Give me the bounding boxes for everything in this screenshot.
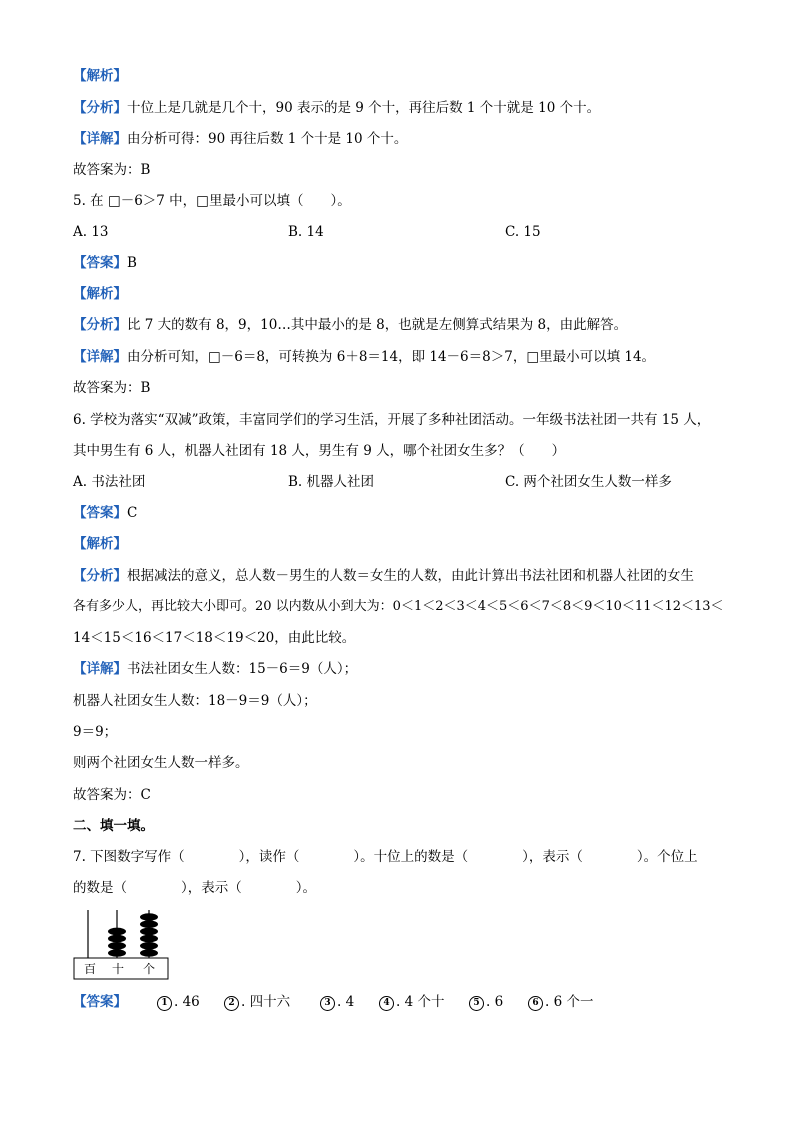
answer-tag: 【答案】 bbox=[73, 505, 127, 521]
q4-fenxi bbox=[73, 99, 600, 117]
q4-conclusion: 故答案为：B bbox=[73, 162, 151, 178]
abacus-bead bbox=[108, 928, 126, 936]
answer-text: . 4 个十 bbox=[396, 994, 445, 1010]
q5-xiangjie-text: 由分析可知，□－6＝8，可转换为 6＋8＝14，即 14－6＝8＞7，□里最小可以填 14。 bbox=[127, 349, 656, 365]
q5-stem: 5. 在 □－6＞7 中，□里最小可以填（ ）。 bbox=[73, 193, 351, 209]
answer-text: . 四十六 bbox=[241, 994, 291, 1010]
q6-stem-line2: 其中男生有 6 人，机器人社团有 18 人，男生有 9 人，哪个社团女生多？（ ） bbox=[73, 443, 566, 459]
abacus-bead bbox=[140, 935, 158, 943]
q6-analysis-head: 【解析】 bbox=[73, 536, 127, 552]
abacus-bead bbox=[108, 949, 126, 957]
q6-xiangjie-line3: 9＝9； bbox=[73, 724, 118, 740]
circled-number: 5 bbox=[469, 996, 484, 1011]
q5-conclusion: 故答案为：B bbox=[73, 380, 151, 396]
answer-text: . 4 bbox=[337, 994, 355, 1010]
q6-conclusion: 故答案为：C bbox=[73, 787, 151, 803]
q6-fenxi-text1: 根据减法的意义，总人数－男生的人数＝女生的人数，由此计算出书法社团和机器人社团的女生 bbox=[127, 568, 694, 584]
answer-text: . 46 bbox=[174, 994, 200, 1010]
abacus-bead bbox=[140, 913, 158, 921]
q5-option-a: A. 13 bbox=[73, 224, 109, 240]
q6-fenxi-line3: 14＜15＜16＜17＜18＜19＜20，由此比较。 bbox=[73, 630, 356, 646]
q6-fenxi-line2: 各有多少人，再比较大小即可。20 以内数从小到大为：0＜1＜2＜3＜4＜5＜6＜7＜8＜9＜10＜11＜12＜13＜ bbox=[73, 599, 724, 614]
q4-xiangjie bbox=[73, 130, 407, 148]
abacus-label-ones: 个 bbox=[143, 962, 156, 976]
q4-xiangjie-text: 由分析可得：90 再往后数 1 个十是 10 个十。 bbox=[127, 131, 408, 147]
q6-xiangjie-line2: 机器人社团女生人数：18－9＝9（人）； bbox=[73, 693, 317, 709]
abacus-bead bbox=[108, 942, 126, 950]
q6-xiangjie-text1: 书法社团女生人数：15－6＝9（人）； bbox=[127, 661, 358, 677]
circled-number: 4 bbox=[379, 996, 394, 1011]
q6-xiangjie-line1 bbox=[73, 660, 357, 678]
q5-xiangjie bbox=[73, 348, 655, 366]
q5-answer bbox=[73, 254, 137, 272]
answer-item-6 bbox=[528, 992, 593, 1012]
fenxi-tag: 【分析】 bbox=[73, 317, 127, 333]
q6-option-a: A. 书法社团 bbox=[73, 474, 146, 490]
answer-item-1 bbox=[157, 992, 200, 1012]
q5-answer-value: B bbox=[127, 255, 137, 271]
answer-tag: 【答案】 bbox=[73, 255, 127, 271]
circled-number: 2 bbox=[224, 996, 239, 1011]
xiangjie-tag: 【详解】 bbox=[73, 661, 127, 677]
q5-option-b: B. 14 bbox=[288, 224, 324, 240]
answer-text: . 6 bbox=[486, 994, 504, 1010]
q6-answer-value: C bbox=[127, 505, 138, 521]
answer-item-4 bbox=[379, 992, 444, 1012]
circled-number: 6 bbox=[528, 996, 543, 1011]
q5-fenxi-text: 比 7 大的数有 8，9，10…其中最小的是 8，也就是左侧算式结果为 8，由此解答。 bbox=[127, 317, 628, 333]
circled-number: 3 bbox=[320, 996, 335, 1011]
section-title: 二、填一填。 bbox=[73, 818, 154, 834]
fenxi-tag: 【分析】 bbox=[73, 568, 127, 584]
abacus-figure bbox=[73, 908, 169, 980]
q4-fenxi-text: 十位上是几就是几个十，90 表示的是 9 个十，再往后数 1 个十就是 10 个十。 bbox=[127, 100, 601, 116]
abacus-bead bbox=[140, 942, 158, 950]
q5-fenxi bbox=[73, 316, 627, 334]
q6-fenxi-line1 bbox=[73, 567, 694, 585]
abacus-label-hundreds: 百 bbox=[84, 962, 97, 976]
abacus-bead bbox=[140, 949, 158, 957]
q4-analysis-head: 【解析】 bbox=[73, 68, 127, 84]
abacus-bead bbox=[140, 928, 158, 936]
q7-answer-row bbox=[73, 992, 734, 1012]
q6-xiangjie-line4: 则两个社团女生人数一样多。 bbox=[73, 755, 249, 771]
q7-stem-line1: 7. 下图数字写作（ ），读作（ ）。十位上的数是（ ），表示（ ）。个位上 bbox=[73, 849, 698, 865]
answer-item-2 bbox=[224, 992, 290, 1012]
abacus-bead bbox=[108, 935, 126, 943]
abacus-label-tens: 十 bbox=[112, 962, 125, 976]
q6-stem-line1: 6. 学校为落实“双减”政策，丰富同学们的学习生活，开展了多种社团活动。一年级书法社团一共有 15 人， bbox=[73, 412, 711, 428]
q6-option-b: B. 机器人社团 bbox=[288, 474, 375, 490]
q7-stem-line2: 的数是（ ），表示（ ）。 bbox=[73, 880, 316, 896]
q6-option-c: C. 两个社团女生人数一样多 bbox=[505, 474, 672, 490]
answer-text: . 6 个一 bbox=[545, 994, 594, 1010]
answer-item-5 bbox=[469, 992, 503, 1012]
circled-number: 1 bbox=[157, 996, 172, 1011]
xiangjie-tag: 【详解】 bbox=[73, 131, 127, 147]
q6-answer bbox=[73, 504, 137, 522]
abacus-bead bbox=[140, 920, 158, 928]
answer-tag: 【答案】 bbox=[73, 994, 127, 1010]
abacus-beads bbox=[108, 913, 158, 957]
q5-analysis-head: 【解析】 bbox=[73, 286, 127, 302]
answer-item-3 bbox=[320, 992, 354, 1012]
xiangjie-tag: 【详解】 bbox=[73, 349, 127, 365]
fenxi-tag: 【分析】 bbox=[73, 100, 127, 116]
q5-option-c: C. 15 bbox=[505, 224, 541, 240]
